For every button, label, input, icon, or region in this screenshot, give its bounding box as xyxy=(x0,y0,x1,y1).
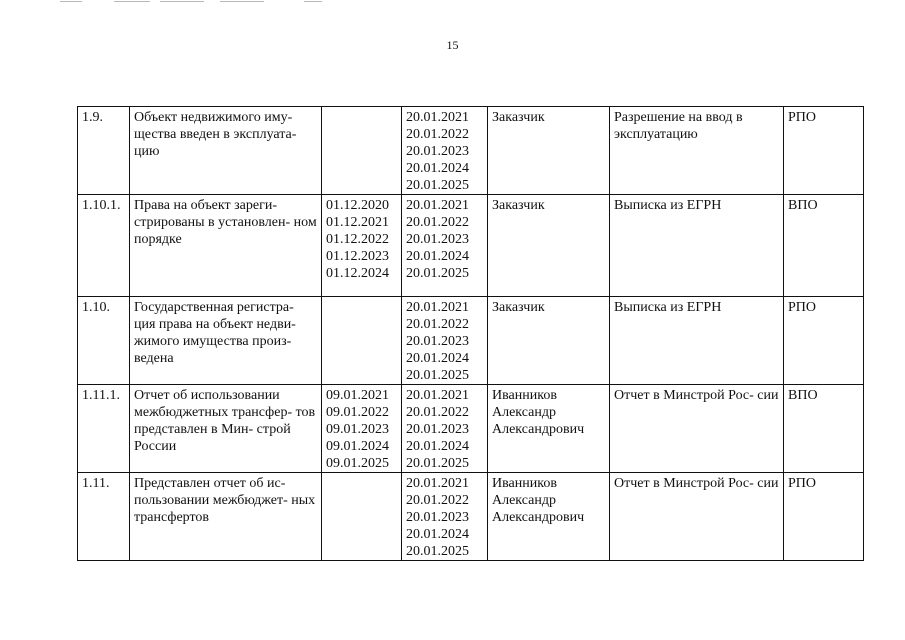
responsible-person: Иванников Александр Александрович xyxy=(488,385,610,473)
responsible-person: Заказчик xyxy=(488,195,610,297)
table-row xyxy=(78,297,864,385)
event-name-text: Представлен отчет об ис- пользовании межбюджет- ных трансфертов xyxy=(134,476,316,525)
due-dates-cell xyxy=(402,385,488,473)
due-date: 20.01.2023 xyxy=(406,144,469,159)
plan-date: 09.01.2022 xyxy=(326,405,389,420)
due-date: 20.01.2025 xyxy=(406,456,469,471)
responsible-person: Иванников Александр Александрович xyxy=(488,473,610,561)
page-number: 15 xyxy=(446,38,459,52)
row-number: 1.11. xyxy=(78,473,130,561)
document-type: Выписка из ЕГРН xyxy=(610,297,784,385)
event-name-text: Государственная регистра- ция права на объект недви- жимого имущества произ- ведена xyxy=(134,300,296,366)
control-point-type: РПО xyxy=(784,107,864,195)
table-row xyxy=(78,195,864,297)
event-name-text: Отчет об использовании межбюджетных трансфер- тов представлен в Мин- строй России xyxy=(134,388,316,454)
row-number: 1.11.1. xyxy=(78,385,130,473)
plan-date: 09.01.2025 xyxy=(326,456,389,471)
plan-date: 01.12.2021 xyxy=(326,215,389,230)
due-date: 20.01.2022 xyxy=(406,215,469,230)
due-date: 20.01.2021 xyxy=(406,300,469,315)
due-dates-cell xyxy=(402,297,488,385)
event-name xyxy=(130,297,322,385)
plan-date: 09.01.2021 xyxy=(326,388,389,403)
due-date: 20.01.2021 xyxy=(406,476,469,491)
plan-date: 01.12.2023 xyxy=(326,249,389,264)
plan-date: 01.12.2022 xyxy=(326,232,389,247)
plan-dates-cell xyxy=(322,195,402,297)
plan-dates-cell xyxy=(322,107,402,195)
due-date: 20.01.2024 xyxy=(406,249,469,264)
document-type: Отчет в Минстрой Рос- сии xyxy=(610,385,784,473)
table-row xyxy=(78,473,864,561)
control-point-type: РПО xyxy=(784,297,864,385)
due-date: 20.01.2022 xyxy=(406,405,469,420)
control-point-type: ВПО xyxy=(784,195,864,297)
event-name xyxy=(130,385,322,473)
due-date: 20.01.2023 xyxy=(406,510,469,525)
due-date: 20.01.2025 xyxy=(406,178,469,193)
due-dates-cell xyxy=(402,107,488,195)
document-type: Выписка из ЕГРН xyxy=(610,195,784,297)
responsible-person: Заказчик xyxy=(488,107,610,195)
due-date: 20.01.2022 xyxy=(406,317,469,332)
document-type: Разрешение на ввод в эксплуатацию xyxy=(610,107,784,195)
table-row xyxy=(78,107,864,195)
row-number: 1.10. xyxy=(78,297,130,385)
due-date: 20.01.2021 xyxy=(406,198,469,213)
due-date: 20.01.2024 xyxy=(406,161,469,176)
event-name xyxy=(130,473,322,561)
control-point-type: РПО xyxy=(784,473,864,561)
row-number: 1.10.1. xyxy=(78,195,130,297)
due-date: 20.01.2022 xyxy=(406,127,469,142)
due-date: 20.01.2023 xyxy=(406,232,469,247)
plan-dates-cell xyxy=(322,385,402,473)
due-date: 20.01.2025 xyxy=(406,544,469,559)
event-name-text: Объект недвижимого иму- щества введен в эксплуата- цию xyxy=(134,110,297,159)
event-name xyxy=(130,107,322,195)
plan-dates-cell xyxy=(322,297,402,385)
table-row xyxy=(78,385,864,473)
plan-date: 01.12.2024 xyxy=(326,266,389,281)
due-date: 20.01.2024 xyxy=(406,439,469,454)
plan-date: 09.01.2024 xyxy=(326,439,389,454)
document-type: Отчет в Минстрой Рос- сии xyxy=(610,473,784,561)
row-number: 1.9. xyxy=(78,107,130,195)
due-date: 20.01.2024 xyxy=(406,351,469,366)
scan-artifact-marks xyxy=(60,0,330,4)
plan-date: 09.01.2023 xyxy=(326,422,389,437)
plan-dates-cell xyxy=(322,473,402,561)
event-name-text: Права на объект зареги- стрированы в установлен- ном порядке xyxy=(134,198,317,247)
due-date: 20.01.2022 xyxy=(406,493,469,508)
due-date: 20.01.2021 xyxy=(406,110,469,125)
due-date: 20.01.2023 xyxy=(406,422,469,437)
due-date: 20.01.2023 xyxy=(406,334,469,349)
responsible-person: Заказчик xyxy=(488,297,610,385)
plan-date: 01.12.2020 xyxy=(326,198,389,213)
event-name xyxy=(130,195,322,297)
due-date: 20.01.2024 xyxy=(406,527,469,542)
due-date: 20.01.2025 xyxy=(406,368,469,383)
due-date: 20.01.2021 xyxy=(406,388,469,403)
control-points-table xyxy=(77,106,864,561)
due-dates-cell xyxy=(402,195,488,297)
due-dates-cell xyxy=(402,473,488,561)
due-date: 20.01.2025 xyxy=(406,266,469,281)
control-point-type: ВПО xyxy=(784,385,864,473)
